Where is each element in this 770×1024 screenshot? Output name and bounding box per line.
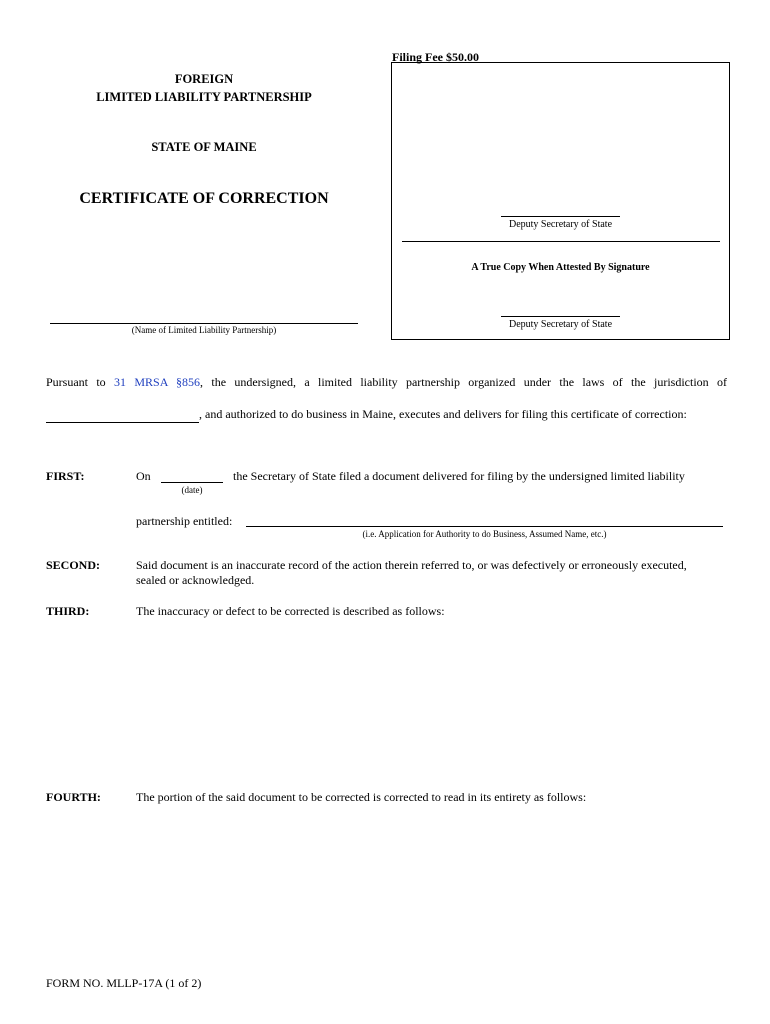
llp-name-caption: (Name of Limited Liability Partnership) [131,325,277,335]
header-llp: LIMITED LIABILITY PARTNERSHIP [96,90,312,104]
pursuant-line-2-rest: , and authorized to do business in Maine, executes and delivers for filing this certificate of correction: [199,407,687,421]
third-label: THIRD: [46,604,90,618]
second-line-2: sealed or acknowledged. [136,573,255,587]
filing-office-box [391,62,730,340]
true-copy-label: A True Copy When Attested By Signature [471,262,650,273]
second-line-1: Said document is an inaccurate record of the action therein referred to, or was defectively or erroneously executed, [136,558,687,572]
first-label: FIRST: [46,469,85,483]
first-text: the Secretary of State filed a document delivered for filing by the undersigned limited liability [233,469,685,483]
deputy-signature-line-2[interactable] [501,316,620,317]
third-answer-area[interactable] [136,622,726,782]
pursuant-line-1-rest: , the undersigned, a limited liability partnership organized under the laws of the jurisdiction of [200,375,727,389]
statute-link[interactable]: 31 MRSA §856 [114,375,201,389]
first-entitled: partnership entitled: [136,514,233,528]
third-text: The inaccuracy or defect to be corrected is described as follows: [136,604,445,618]
fourth-answer-area[interactable] [136,808,726,958]
document-title-caption: (i.e. Application for Authority to do Business, Assumed Name, etc.) [362,529,607,539]
pursuant-prefix: Pursuant to [46,375,106,389]
pursuant-line-1 [46,375,727,390]
fourth-label: FOURTH: [46,790,101,804]
header-foreign: FOREIGN [174,72,234,86]
llp-name-field[interactable] [50,323,358,324]
deputy-caption-1: Deputy Secretary of State [508,219,613,230]
first-on: On [136,469,151,483]
office-box-divider [402,241,720,242]
form-number: FORM NO. MLLP-17A (1 of 2) [46,976,202,990]
fourth-text: The portion of the said document to be corrected is corrected to read in its entirety as follows: [136,790,587,804]
header-state: STATE OF MAINE [151,140,257,154]
filing-date-field[interactable] [161,482,223,483]
second-label: SECOND: [46,558,101,572]
filing-date-caption: (date) [181,485,203,495]
deputy-signature-line-1[interactable] [501,216,620,217]
deputy-caption-2: Deputy Secretary of State [508,319,613,330]
document-title-field[interactable] [246,526,723,527]
page-title: CERTIFICATE OF CORRECTION [79,190,329,207]
pursuant-line-2 [46,407,687,423]
jurisdiction-field[interactable] [46,407,199,423]
filing-fee-label: Filing Fee $50.00 [392,50,479,64]
